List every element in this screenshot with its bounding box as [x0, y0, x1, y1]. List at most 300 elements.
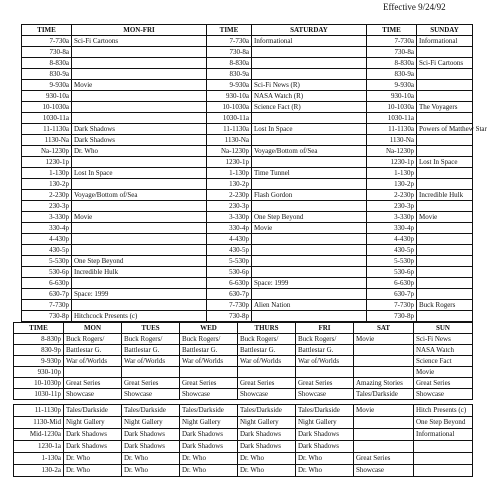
program-cell: Dr. Who	[122, 453, 180, 465]
program-cell: Battlestar G.	[238, 345, 296, 356]
program-cell	[417, 69, 473, 80]
evening-header-row	[14, 323, 473, 334]
program-cell: Time Tunnel	[252, 168, 367, 179]
program-cell: Battlestar G.	[180, 345, 238, 356]
time-cell: 430-5p	[207, 245, 252, 256]
table-row	[22, 47, 473, 58]
time-cell: 530-6p	[22, 267, 72, 278]
header-cell: TIME	[14, 323, 64, 334]
program-cell	[252, 179, 367, 190]
time-cell: 5-530p	[367, 256, 417, 267]
time-cell: 1-130p	[207, 168, 252, 179]
program-cell: NASA Watch (R)	[252, 91, 367, 102]
program-cell: Showcase	[238, 389, 296, 400]
evening-body	[14, 334, 473, 400]
program-cell: Buck Rogers/	[296, 334, 354, 345]
table-row	[22, 300, 473, 311]
table-row	[14, 356, 473, 367]
time-cell: 430-5p	[367, 245, 417, 256]
program-cell	[72, 102, 207, 113]
table-row	[22, 124, 473, 135]
program-cell	[417, 47, 473, 58]
time-cell: 1230-1p	[22, 157, 72, 168]
program-cell: Lost In Space	[417, 157, 473, 168]
program-cell	[64, 367, 122, 378]
daytime-schedule-table	[21, 24, 487, 322]
program-cell: Dr. Who	[180, 453, 238, 465]
program-cell: Great Series	[414, 378, 473, 389]
program-cell: Movie	[72, 212, 207, 223]
table-row	[22, 190, 473, 201]
program-cell: Tales/Darkside	[64, 405, 122, 417]
header-cell: TIME	[22, 25, 72, 36]
program-cell	[417, 113, 473, 124]
program-cell: Alien Nation	[252, 300, 367, 311]
header-cell: SAT	[354, 323, 414, 334]
program-cell: Hitch Presents (c)	[414, 405, 473, 417]
time-cell: 230-3p	[207, 201, 252, 212]
program-cell: Buck Rogers/	[238, 334, 296, 345]
table-row	[22, 80, 473, 91]
header-cell: SATURDAY	[252, 25, 367, 36]
time-cell: 1-130p	[367, 168, 417, 179]
program-cell: Dark Shadows	[64, 429, 122, 441]
time-cell: 1-130p	[22, 168, 72, 179]
program-cell	[72, 300, 207, 311]
time-cell: 1-130a	[14, 453, 64, 465]
header-cell: TIME	[207, 25, 252, 36]
program-cell: Showcase	[354, 465, 414, 477]
table-row	[14, 453, 473, 465]
time-cell: 9-930p	[14, 356, 64, 367]
program-cell	[72, 91, 207, 102]
time-cell: 1230-1p	[367, 157, 417, 168]
time-cell: 130-2a	[14, 465, 64, 477]
time-cell: 4-430p	[367, 234, 417, 245]
program-cell: Tales/Darkside	[122, 405, 180, 417]
program-cell	[417, 201, 473, 212]
program-cell	[354, 345, 414, 356]
program-cell: Great Series	[238, 378, 296, 389]
program-cell: Informational	[252, 36, 367, 47]
program-cell: Tales/Darkside	[238, 405, 296, 417]
time-cell: 9-930a	[207, 80, 252, 91]
header-cell: THURS	[238, 323, 296, 334]
program-cell	[417, 311, 473, 322]
program-cell	[417, 234, 473, 245]
late-night-body	[14, 405, 473, 477]
time-cell: 230-3p	[22, 201, 72, 212]
program-cell: Buck Rogers/	[180, 334, 238, 345]
time-cell: 630-7p	[367, 289, 417, 300]
time-cell: 5-530p	[22, 256, 72, 267]
evening-schedule-table	[13, 322, 473, 400]
program-cell: Dark Shadows	[238, 429, 296, 441]
program-cell	[72, 113, 207, 124]
time-cell: 630-7p	[207, 289, 252, 300]
time-cell: 330-4p	[207, 223, 252, 234]
program-cell	[252, 47, 367, 58]
table-row	[22, 256, 473, 267]
time-cell: 4-430p	[22, 234, 72, 245]
program-cell	[417, 135, 473, 146]
program-cell: Sci-Fi Cartoons	[417, 58, 473, 69]
program-cell	[417, 256, 473, 267]
program-cell: NASA Watch	[414, 345, 473, 356]
program-cell	[417, 80, 473, 91]
schedule-sheet	[13, 14, 487, 500]
program-cell	[252, 113, 367, 124]
time-cell: 1030-11p	[14, 389, 64, 400]
program-cell	[417, 223, 473, 234]
program-cell: Voyage/Bottom of/Sea	[252, 146, 367, 157]
program-cell: Sci-Fi News	[414, 334, 473, 345]
program-cell	[252, 234, 367, 245]
table-row	[14, 405, 473, 417]
time-cell: 1130-Na	[207, 135, 252, 146]
time-cell: 10-1030p	[14, 378, 64, 389]
program-cell: War of/Worlds	[238, 356, 296, 367]
table-row	[22, 168, 473, 179]
program-cell	[417, 91, 473, 102]
time-cell: 1230-1a	[14, 441, 64, 453]
table-row	[22, 102, 473, 113]
time-cell: 530-6p	[207, 267, 252, 278]
program-cell	[72, 201, 207, 212]
time-cell: 2-230p	[22, 190, 72, 201]
time-cell: 1130-Mid	[14, 417, 64, 429]
program-cell: Movie	[72, 80, 207, 91]
time-cell: 930-10a	[207, 91, 252, 102]
time-cell: 930-10a	[22, 91, 72, 102]
program-cell: Dr. Who	[238, 453, 296, 465]
table-row	[22, 91, 473, 102]
program-cell: Showcase	[180, 389, 238, 400]
program-cell	[417, 278, 473, 289]
program-cell: Great Series	[122, 378, 180, 389]
program-cell: Movie	[414, 367, 473, 378]
program-cell	[238, 367, 296, 378]
time-cell: 8-830a	[22, 58, 72, 69]
program-cell: Lost In Space	[252, 124, 367, 135]
time-cell: 330-4p	[22, 223, 72, 234]
time-cell: 730-8p	[367, 311, 417, 322]
program-cell	[417, 179, 473, 190]
program-cell	[417, 289, 473, 300]
time-cell: 130-2p	[207, 179, 252, 190]
program-cell: Showcase	[414, 389, 473, 400]
program-cell: Night Gallery	[180, 417, 238, 429]
program-cell: Showcase	[296, 389, 354, 400]
program-cell: Night Gallery	[122, 417, 180, 429]
daytime-body	[22, 36, 487, 322]
program-cell	[414, 453, 473, 465]
program-cell	[296, 367, 354, 378]
program-cell	[252, 267, 367, 278]
table-row	[22, 69, 473, 80]
program-cell: Showcase	[122, 389, 180, 400]
program-cell	[72, 47, 207, 58]
program-cell: Showcase	[64, 389, 122, 400]
program-cell	[252, 157, 367, 168]
time-cell: 5-530p	[207, 256, 252, 267]
program-cell: Dr. Who	[296, 465, 354, 477]
time-cell: 10-1030a	[22, 102, 72, 113]
table-row	[22, 135, 473, 146]
time-cell: 930-10p	[14, 367, 64, 378]
program-cell: Dark Shadows	[238, 441, 296, 453]
program-cell: Lost In Space	[72, 168, 207, 179]
time-cell: 7-730p	[22, 300, 72, 311]
table-row	[22, 267, 473, 278]
program-cell: Buck Rogers/	[122, 334, 180, 345]
program-cell	[72, 223, 207, 234]
program-cell	[354, 441, 414, 453]
program-cell: Space: 1999	[252, 278, 367, 289]
time-cell: 8-830p	[14, 334, 64, 345]
program-cell: Dr. Who	[296, 453, 354, 465]
time-cell: 730-8a	[367, 47, 417, 58]
program-cell: Sci-Fi Cartoons	[72, 36, 207, 47]
time-cell: 730-8a	[207, 47, 252, 58]
time-cell: 430-5p	[22, 245, 72, 256]
header-cell: WED	[180, 323, 238, 334]
program-cell: Informational	[414, 429, 473, 441]
program-cell: Science Fact	[414, 356, 473, 367]
program-cell: Battlestar G.	[296, 345, 354, 356]
program-cell	[414, 441, 473, 453]
program-cell	[72, 157, 207, 168]
time-cell: 11-1130a	[207, 124, 252, 135]
program-cell: Dark Shadows	[122, 429, 180, 441]
table-row	[14, 441, 473, 453]
time-cell: 9-930a	[22, 80, 72, 91]
time-cell: 7-730a	[207, 36, 252, 47]
time-cell: 3-330p	[207, 212, 252, 223]
time-cell: Na-1230p	[22, 146, 72, 157]
program-cell: One Step Beyond	[72, 256, 207, 267]
time-cell: 730-8p	[207, 311, 252, 322]
program-cell: Great Series	[64, 378, 122, 389]
table-row	[22, 245, 473, 256]
time-cell: 11-1130p	[14, 405, 64, 417]
program-cell: War of/Worlds	[122, 356, 180, 367]
time-cell: 6-630p	[207, 278, 252, 289]
program-cell: Tales/Darkside	[296, 405, 354, 417]
time-cell: 1030-11a	[367, 113, 417, 124]
program-cell: War of/Worlds	[296, 356, 354, 367]
time-cell: 1130-Na	[22, 135, 72, 146]
program-cell	[72, 278, 207, 289]
program-cell	[354, 417, 414, 429]
program-cell	[417, 267, 473, 278]
program-cell: Dark Shadows	[72, 124, 207, 135]
program-cell: Dark Shadows	[64, 441, 122, 453]
time-cell: 3-330p	[22, 212, 72, 223]
time-cell: 2-230p	[367, 190, 417, 201]
table-row	[14, 429, 473, 441]
table-row	[14, 367, 473, 378]
table-row	[22, 146, 473, 157]
program-cell: The Voyagers	[417, 102, 473, 113]
time-cell: 11-1130a	[22, 124, 72, 135]
program-cell: Science Fact (R)	[252, 102, 367, 113]
time-cell: 2-230p	[207, 190, 252, 201]
program-cell: Dark Shadows	[122, 441, 180, 453]
program-cell	[252, 289, 367, 300]
program-cell: Sci-Fi News (R)	[252, 80, 367, 91]
time-cell: 230-3p	[367, 201, 417, 212]
program-cell: Movie	[354, 405, 414, 417]
program-cell	[354, 356, 414, 367]
program-cell	[252, 69, 367, 80]
program-cell: Flash Gordon	[252, 190, 367, 201]
program-cell	[122, 367, 180, 378]
time-cell: 1030-11a	[22, 113, 72, 124]
time-cell: 11-1130a	[367, 124, 417, 135]
program-cell	[252, 135, 367, 146]
program-cell: Incredible Hulk	[72, 267, 207, 278]
time-cell: 10-1030a	[207, 102, 252, 113]
time-cell: 1130-Na	[367, 135, 417, 146]
table-row	[22, 278, 473, 289]
time-cell: 8-830a	[207, 58, 252, 69]
header-cell: SUNDAY	[417, 25, 473, 36]
time-cell: 830-9a	[207, 69, 252, 80]
program-cell: Dr. Who	[180, 465, 238, 477]
program-cell	[72, 245, 207, 256]
table-row	[22, 234, 473, 245]
time-cell: 130-2p	[22, 179, 72, 190]
table-row	[14, 417, 473, 429]
program-cell: Space: 1999	[72, 289, 207, 300]
time-cell: 730-8p	[22, 311, 72, 322]
table-row	[22, 113, 473, 124]
time-cell: 1230-1p	[207, 157, 252, 168]
time-cell: 6-630p	[22, 278, 72, 289]
program-cell: Powers of Matthew Star	[417, 124, 473, 135]
program-cell: Dark Shadows	[180, 429, 238, 441]
time-cell: 730-8a	[22, 47, 72, 58]
program-cell	[252, 201, 367, 212]
program-cell: Dr. Who	[238, 465, 296, 477]
time-cell: 9-930a	[367, 80, 417, 91]
program-cell: Dr. Who	[64, 465, 122, 477]
program-cell: Tales/Darkside	[180, 405, 238, 417]
table-row	[22, 223, 473, 234]
program-cell	[417, 146, 473, 157]
time-cell: 830-9p	[14, 345, 64, 356]
header-cell: MON-FRI	[72, 25, 207, 36]
time-cell: 330-4p	[367, 223, 417, 234]
time-cell: 7-730a	[367, 36, 417, 47]
program-cell	[72, 69, 207, 80]
program-cell	[252, 245, 367, 256]
program-cell	[72, 58, 207, 69]
table-row	[22, 36, 473, 47]
program-cell: Night Gallery	[296, 417, 354, 429]
header-cell: TUES	[122, 323, 180, 334]
program-cell: Night Gallery	[64, 417, 122, 429]
daytime-header-row	[22, 25, 473, 36]
table-row	[14, 345, 473, 356]
program-cell: One Step Beyond	[414, 417, 473, 429]
time-cell: 7-730p	[207, 300, 252, 311]
program-cell	[252, 256, 367, 267]
effective-date: Effective 9/24/92	[383, 2, 446, 12]
program-cell: Dark Shadows	[296, 429, 354, 441]
program-cell: Hitchcock Presents (c)	[72, 311, 207, 322]
header-cell: TIME	[367, 25, 417, 36]
table-row	[14, 389, 473, 400]
header-cell: SUN	[414, 323, 473, 334]
program-cell: Amazing Stories	[354, 378, 414, 389]
program-cell	[417, 245, 473, 256]
program-cell: Dr. Who	[72, 146, 207, 157]
program-cell: Tales/Darkside	[354, 389, 414, 400]
time-cell: Na-1230p	[367, 146, 417, 157]
program-cell	[72, 179, 207, 190]
program-cell: Dark Shadows	[180, 441, 238, 453]
program-cell: Great Series	[180, 378, 238, 389]
table-row	[22, 311, 473, 322]
time-cell: 630-7p	[22, 289, 72, 300]
table-row	[22, 212, 473, 223]
time-cell: 10-1030a	[367, 102, 417, 113]
program-cell: One Step Beyond	[252, 212, 367, 223]
program-cell: Dark Shadows	[72, 135, 207, 146]
time-cell: 7-730a	[22, 36, 72, 47]
program-cell: War of/Worlds	[180, 356, 238, 367]
program-cell	[180, 367, 238, 378]
time-cell: 830-9a	[22, 69, 72, 80]
time-cell: 3-330p	[367, 212, 417, 223]
program-cell: Dark Shadows	[296, 441, 354, 453]
program-cell	[414, 465, 473, 477]
table-row	[14, 334, 473, 345]
time-cell: 4-430p	[207, 234, 252, 245]
program-cell: Incredible Hulk	[417, 190, 473, 201]
table-row	[22, 157, 473, 168]
time-cell: Mid-1230a	[14, 429, 64, 441]
program-cell: Battlestar G.	[64, 345, 122, 356]
program-cell: Great Series	[354, 453, 414, 465]
program-cell: Movie	[417, 212, 473, 223]
program-cell: Battlestar G.	[122, 345, 180, 356]
program-cell: Great Series	[296, 378, 354, 389]
time-cell: 130-2p	[367, 179, 417, 190]
program-cell	[354, 429, 414, 441]
program-cell: Dr. Who	[122, 465, 180, 477]
table-row	[22, 201, 473, 212]
late-night-schedule-table	[13, 404, 473, 477]
program-cell	[72, 234, 207, 245]
program-cell	[252, 58, 367, 69]
program-cell	[252, 311, 367, 322]
time-cell: 7-730p	[367, 300, 417, 311]
time-cell: 1030-11a	[207, 113, 252, 124]
time-cell: 530-6p	[367, 267, 417, 278]
program-cell: Buck Rogers	[417, 300, 473, 311]
time-cell: 6-630p	[367, 278, 417, 289]
program-cell: Buck Rogers/	[64, 334, 122, 345]
table-row	[22, 179, 473, 190]
program-cell: Movie	[252, 223, 367, 234]
program-cell: Informational	[417, 36, 473, 47]
program-cell	[354, 367, 414, 378]
table-row	[22, 289, 473, 300]
table-row	[14, 465, 473, 477]
